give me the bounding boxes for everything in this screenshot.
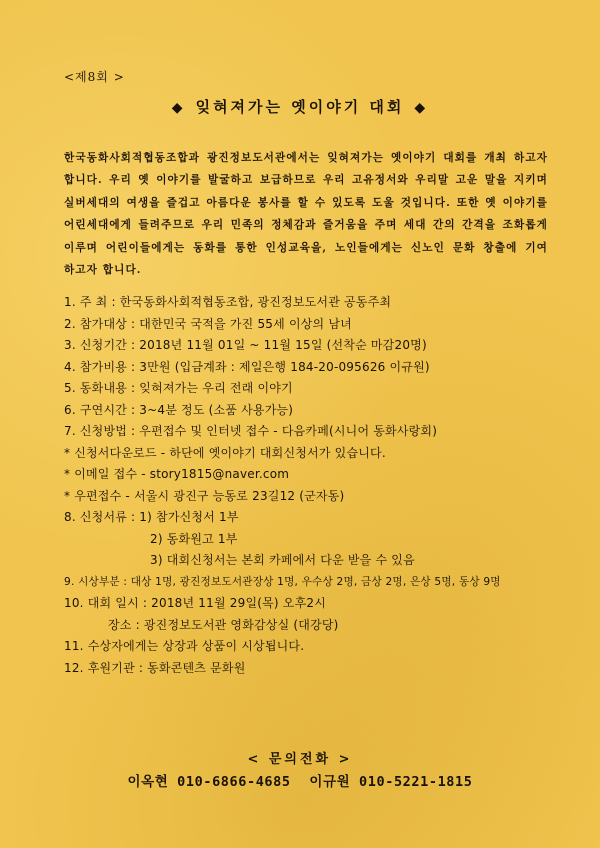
contact-phone: 010-5221-1815 bbox=[359, 774, 473, 790]
list-item: 6. 구연시간 : 3~4분 정도 (소품 사용가능) bbox=[64, 402, 294, 417]
list-item: 12. 후원기관 : 동화콘텐츠 문화원 bbox=[64, 660, 246, 675]
contact-name: 이규원 bbox=[309, 774, 351, 790]
list-item: 2) 동화원고 1부 bbox=[150, 531, 238, 546]
list-item: 3) 대회신청서는 본회 카페에서 다운 받을 수 있음 bbox=[150, 553, 415, 567]
list-item: * 신청서다운로드 - 하단에 옛이야기 대회신청서가 있습니다. bbox=[64, 445, 386, 460]
contact-title: < 문의전화 > bbox=[247, 752, 353, 767]
list-item: 7. 신청방법 : 우편접수 및 인터넷 접수 - 다음카페(시니어 동화사랑회) bbox=[64, 424, 438, 438]
contact-line bbox=[0, 770, 600, 790]
list-item: 3. 신청기간 : 2018년 11월 01일 ~ 11월 15일 (선착순 마감20명) bbox=[64, 338, 427, 352]
list-item: 5. 동화내용 : 잊혀져가는 우리 전래 이야기 bbox=[64, 381, 293, 395]
list-item: 10. 대회 일시 : 2018년 11월 29일(목) 오후2시 bbox=[64, 596, 327, 610]
info-list bbox=[64, 292, 564, 679]
contact-phone: 010-6866-4685 bbox=[177, 774, 291, 790]
list-item: 9. 시상부분 : 대상 1명, 광진정보도서관장상 1명, 우수상 2명, 금상 2명, 은상 5명, 동상 9명 bbox=[64, 575, 501, 588]
list-item: 1. 주 최 : 한국동화사회적협동조합, 광진정보도서관 공동주최 bbox=[64, 295, 392, 309]
list-item: 4. 참가비용 : 3만원 (입금계좌 : 제일은행 184-20-095626 이규원) bbox=[64, 359, 430, 374]
diamond-icon: ◆ bbox=[414, 100, 429, 116]
list-item: * 이메일 접수 - story1815@naver.com bbox=[64, 467, 290, 481]
list-item: * 우편접수 - 서울시 광진구 능동로 23길12 (군자동) bbox=[64, 488, 345, 503]
list-item: 8. 신청서류 : 1) 참가신청서 1부 bbox=[64, 510, 239, 524]
title-text: 잊혀져가는 옛이야기 대회 bbox=[195, 98, 405, 116]
page-title bbox=[0, 96, 600, 117]
list-item: 11. 수상자에게는 상장과 상품이 시상됩니다. bbox=[64, 639, 305, 653]
contact-name: 이옥현 bbox=[127, 774, 169, 790]
list-item: 장소 : 광진정보도서관 영화감상실 (대강당) bbox=[108, 617, 339, 632]
diamond-icon: ◆ bbox=[171, 100, 186, 116]
intro-paragraph: 한국동화사회적협동조합과 광진정보도서관에서는 잊혀져가는 옛이야기 대회를 개최 하고자 합니다. 우리 옛 이야기를 발굴하고 보급하므로 우리 고유정서와 우리말 고운 말을 지키며 실버세대의 여생을 즐겁고 아름다운 봉사를 할 수 있도록 도울 것입니다. 또한 옛 이야기를 어린세대에게 들려주므로 우리 민족의 정체감과 즐거움을 주며 세대 간의 간격을 조화롭게 이루며 어린이들에게는 동화를 통한 인성교육을, 노인들에게는 신노인 문화 창출에 기여 하고자 합니다. bbox=[64, 152, 548, 277]
edition-label: <제8회 > bbox=[64, 70, 125, 84]
list-item: 2. 참가대상 : 대한민국 국적을 가진 55세 이상의 남녀 bbox=[64, 316, 352, 331]
